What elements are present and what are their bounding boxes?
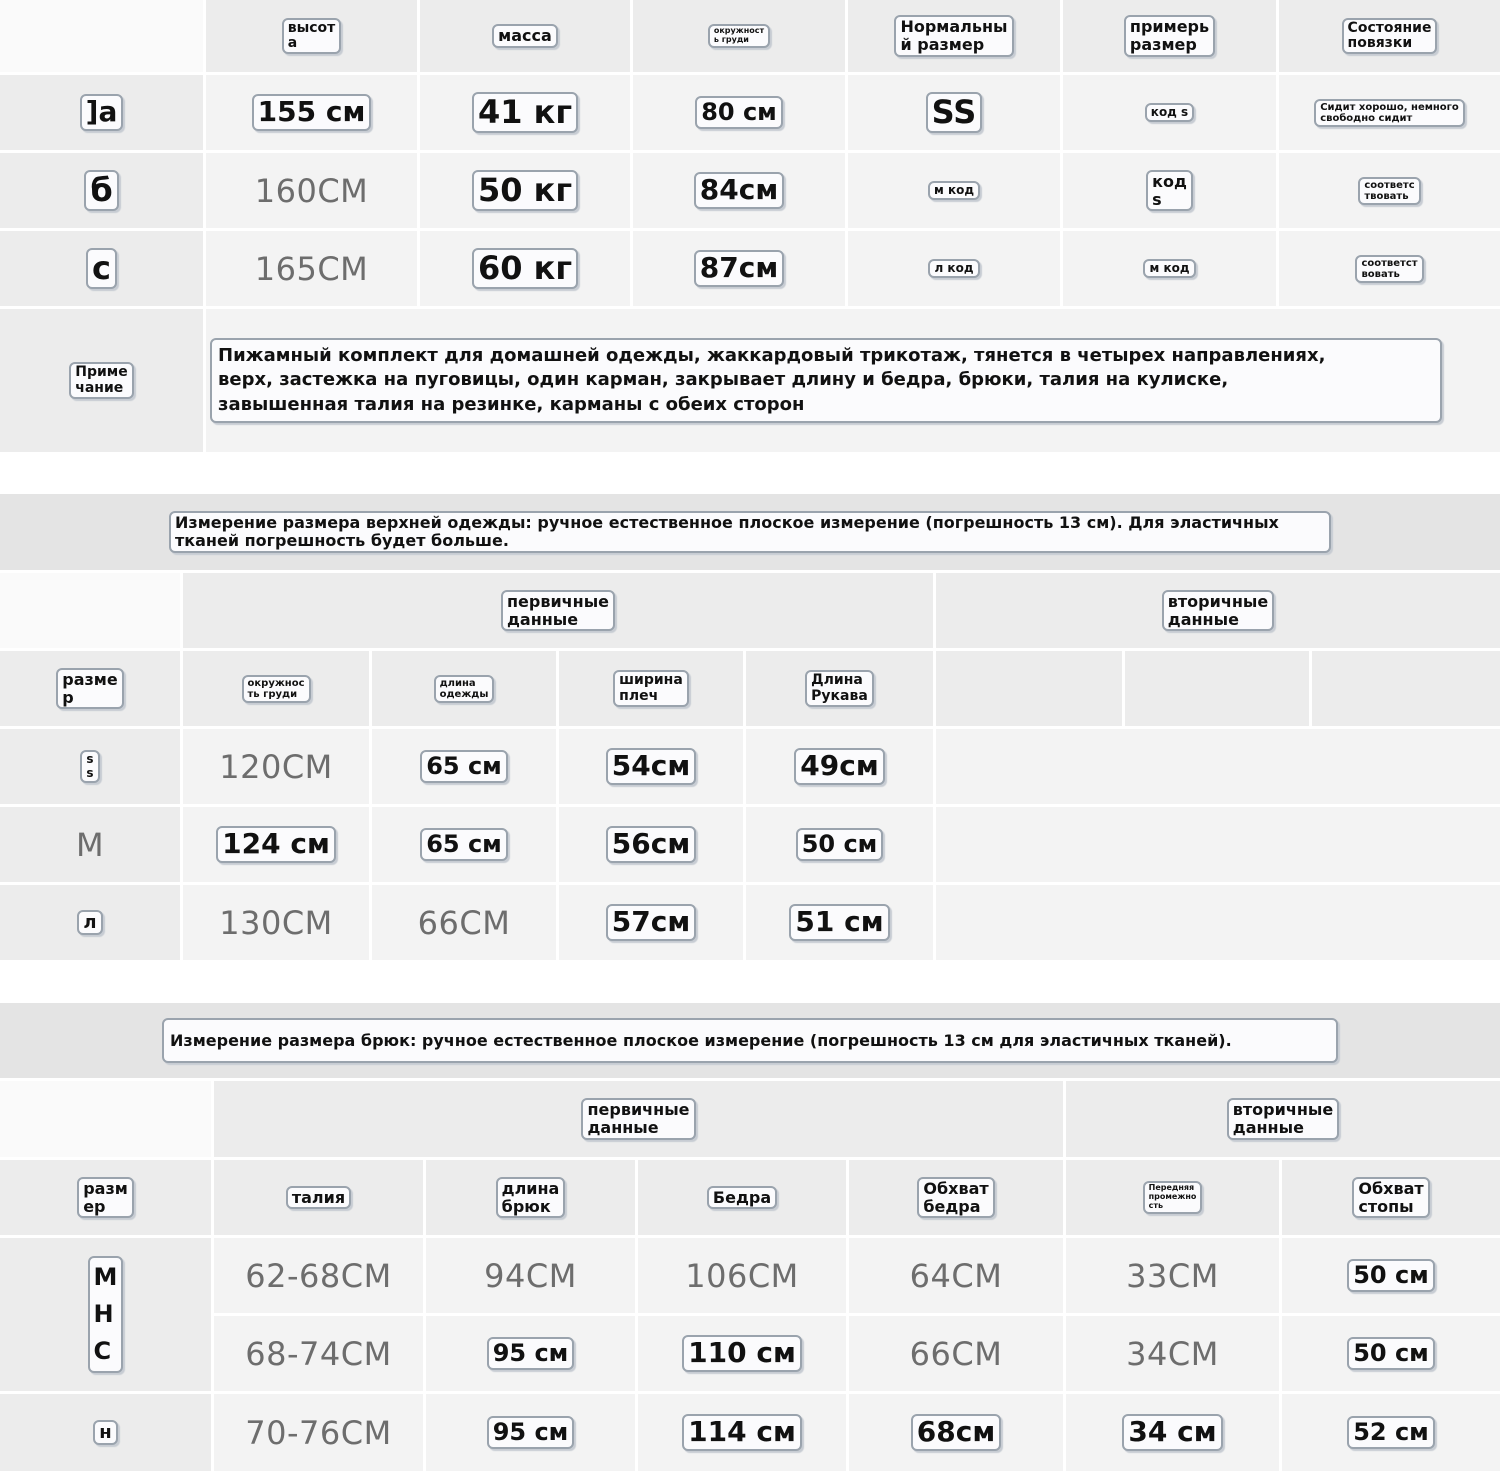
header-fitting-size: примерь размер bbox=[1124, 15, 1215, 56]
table-cell bbox=[1279, 75, 1500, 150]
cell-value: SS bbox=[926, 92, 983, 133]
cell-value: 160CM bbox=[254, 171, 369, 210]
row-label: s s bbox=[80, 750, 99, 782]
cell-value: 155 см bbox=[252, 94, 372, 131]
header-cell-empty bbox=[1125, 651, 1309, 726]
table-cell bbox=[559, 729, 743, 804]
table-cell bbox=[426, 1238, 635, 1313]
row-label: б bbox=[84, 170, 118, 211]
table-cell bbox=[372, 729, 556, 804]
row-label-cell bbox=[0, 729, 180, 804]
cell-value: 33CM bbox=[1126, 1256, 1219, 1295]
table-cell bbox=[206, 231, 417, 306]
row-label: M bbox=[75, 825, 105, 864]
table-cell bbox=[1063, 75, 1276, 150]
header-hips: Бедра bbox=[707, 1186, 777, 1210]
header-cell bbox=[633, 0, 845, 72]
row-label-cell bbox=[0, 75, 203, 150]
table-cell bbox=[1066, 1238, 1279, 1313]
group-primary-label: первичные данные bbox=[581, 1098, 695, 1139]
table-cell bbox=[183, 885, 369, 960]
cell-value: 95 см bbox=[487, 1337, 575, 1369]
cell-value: 54см bbox=[606, 748, 696, 785]
row-label: с bbox=[86, 248, 117, 289]
table-cell bbox=[183, 807, 369, 882]
cell-value: 87см bbox=[694, 250, 784, 287]
table-cell bbox=[849, 1238, 1063, 1313]
table-cell bbox=[746, 729, 933, 804]
caption-cell bbox=[0, 494, 1500, 570]
cell-value: 106CM bbox=[685, 1256, 799, 1295]
note-label-cell bbox=[0, 309, 203, 452]
group-primary-label: первичные данные bbox=[501, 590, 615, 631]
table-cell bbox=[848, 231, 1060, 306]
note-text: Пижамный комплект для домашней одежды, жаккардовый трикотаж, тянется в четырех направлениях, верх, застежка на пуговицы, один карман, закрывает длину и бедра, брюки, талия на кулиске, завышенная талия на резинке, карманы с обеих сторон bbox=[210, 338, 1442, 423]
cell-value: 57см bbox=[606, 904, 696, 941]
size-header: разме р bbox=[56, 668, 123, 709]
size-header: разм ер bbox=[77, 1177, 134, 1218]
size-header-cell bbox=[0, 651, 180, 726]
table-cell-empty bbox=[936, 885, 1500, 960]
table-cell-empty bbox=[936, 729, 1500, 804]
top-caption: Измерение размера верхней одежды: ручное естественное плоское измерение (погрешность 13 см). Для эластичных тканей погрешность будет больше. bbox=[169, 511, 1331, 552]
table-cell bbox=[214, 1238, 423, 1313]
table-cell bbox=[206, 75, 417, 150]
size-header-cell bbox=[0, 1160, 211, 1235]
header-cell bbox=[214, 1160, 423, 1235]
table-cell bbox=[746, 807, 933, 882]
table-cell bbox=[1063, 231, 1276, 306]
header-height: высот а bbox=[282, 18, 342, 55]
table-cell bbox=[849, 1316, 1063, 1391]
row-label-cell bbox=[0, 807, 180, 882]
cell-value: 84см bbox=[694, 172, 784, 209]
row-label-cell bbox=[0, 153, 203, 228]
note-cell bbox=[206, 309, 1500, 452]
row-label: н bbox=[93, 1420, 117, 1446]
cell-value: 65 см bbox=[420, 750, 508, 782]
table-cell bbox=[1066, 1394, 1279, 1471]
cell-value: 114 см bbox=[682, 1414, 802, 1451]
header-chest: окружност ь груди bbox=[708, 24, 770, 48]
header-weight: масса bbox=[492, 24, 558, 48]
row-label-cell bbox=[0, 885, 180, 960]
header-cell bbox=[206, 0, 417, 72]
corner-cell bbox=[0, 1081, 211, 1157]
header-cell-empty bbox=[936, 651, 1122, 726]
group-secondary-label: вторичные данные bbox=[1162, 590, 1274, 631]
table-cell bbox=[372, 807, 556, 882]
cell-value: 130CM bbox=[219, 903, 333, 942]
header-cell bbox=[420, 0, 630, 72]
header-chest: окружнос ть груди bbox=[242, 675, 311, 703]
header-cell bbox=[559, 651, 743, 726]
table-cell bbox=[426, 1316, 635, 1391]
group-secondary-label: вторичные данные bbox=[1227, 1098, 1339, 1139]
table-cell bbox=[633, 75, 845, 150]
cell-value: 68-74CM bbox=[245, 1334, 392, 1373]
table-cell bbox=[633, 153, 845, 228]
row-label-cell bbox=[0, 231, 203, 306]
table-cell bbox=[1282, 1394, 1500, 1471]
cell-value: л код bbox=[928, 259, 979, 278]
cell-value: 52 см bbox=[1347, 1416, 1435, 1448]
header-fit-state: Состояние повязки bbox=[1342, 18, 1438, 55]
table-cell bbox=[1063, 153, 1276, 228]
cell-value: 56см bbox=[606, 826, 696, 863]
table-cell bbox=[372, 885, 556, 960]
table-cell bbox=[426, 1394, 635, 1471]
cell-value: 49см bbox=[794, 748, 884, 785]
header-thigh: Обхват бедра bbox=[917, 1177, 994, 1218]
cell-value: 60 кг bbox=[472, 248, 578, 289]
row-label: ]а bbox=[80, 94, 124, 131]
header-garment-length: длина одежды bbox=[434, 675, 495, 703]
cell-value: соответс твовать bbox=[1358, 177, 1420, 205]
cell-value: 41 кг bbox=[472, 92, 578, 133]
cell-value: 64CM bbox=[909, 1256, 1003, 1295]
cell-value: 124 см bbox=[216, 826, 336, 863]
cell-value: 68см bbox=[911, 1414, 1001, 1451]
cell-value: Сидит хорошо, немного свободно сидит bbox=[1314, 99, 1465, 127]
table-cell bbox=[206, 153, 417, 228]
note-label: Приме чание bbox=[69, 362, 134, 399]
cell-value: 65 см bbox=[420, 828, 508, 860]
table-cell bbox=[1279, 153, 1500, 228]
cell-value: 62-68CM bbox=[245, 1256, 392, 1295]
table-cell bbox=[214, 1394, 423, 1471]
corner-cell bbox=[0, 573, 180, 648]
row-label: л bbox=[77, 910, 102, 936]
header-cell bbox=[372, 651, 556, 726]
table-cell bbox=[559, 885, 743, 960]
cell-value: 165CM bbox=[254, 249, 369, 288]
header-normal-size: Нормальны й размер bbox=[894, 15, 1013, 56]
group-header-secondary bbox=[936, 573, 1500, 648]
row-label-cell bbox=[0, 1394, 211, 1471]
cell-value: соответст вовать bbox=[1355, 255, 1423, 283]
header-cell bbox=[183, 651, 369, 726]
table-cell bbox=[559, 807, 743, 882]
cell-value: 94CM bbox=[484, 1256, 577, 1295]
caption-cell bbox=[0, 1003, 1500, 1078]
pants-caption: Измерение размера брюк: ручное естественное плоское измерение (погрешность 13 см для эластичных тканей). bbox=[162, 1018, 1338, 1064]
table-cell bbox=[633, 231, 845, 306]
table-cell bbox=[1279, 231, 1500, 306]
header-cell bbox=[1066, 1160, 1279, 1235]
header-pants-length: длина брюк bbox=[496, 1177, 566, 1218]
header-front-rise: Передняя промежно сть bbox=[1143, 1181, 1203, 1213]
cell-value: 110 см bbox=[682, 1335, 802, 1372]
header-cell-empty bbox=[1312, 651, 1500, 726]
cell-value: 120CM bbox=[219, 747, 333, 786]
header-cell bbox=[1282, 1160, 1500, 1235]
table-cell bbox=[638, 1394, 846, 1471]
group-header-primary bbox=[214, 1081, 1063, 1157]
table-cell bbox=[1282, 1316, 1500, 1391]
header-cell bbox=[638, 1160, 846, 1235]
header-waist: талия bbox=[286, 1186, 351, 1210]
table-cell bbox=[420, 231, 630, 306]
cell-value: 95 см bbox=[487, 1416, 575, 1448]
merged-row-label-cell bbox=[0, 1238, 211, 1391]
table-cell bbox=[214, 1316, 423, 1391]
table-cell bbox=[848, 153, 1060, 228]
table-cell bbox=[1066, 1316, 1279, 1391]
cell-value: м код bbox=[1143, 259, 1195, 278]
cell-value: 66CM bbox=[909, 1334, 1003, 1373]
merged-row-label: М Н С bbox=[88, 1256, 124, 1374]
header-foot: Обхват стопы bbox=[1352, 1177, 1429, 1218]
table-cell-empty bbox=[936, 807, 1500, 882]
group-header-secondary bbox=[1066, 1081, 1500, 1157]
table-cell bbox=[183, 729, 369, 804]
cell-value: м код bbox=[928, 181, 980, 200]
group-header-primary bbox=[183, 573, 933, 648]
table-cell bbox=[1282, 1238, 1500, 1313]
cell-value: код s bbox=[1146, 170, 1193, 211]
table-cell bbox=[746, 885, 933, 960]
header-cell bbox=[1279, 0, 1500, 72]
header-cell bbox=[848, 0, 1060, 72]
cell-value: 50 кг bbox=[472, 170, 578, 211]
cell-value: 66CM bbox=[417, 903, 511, 942]
cell-value: 51 см bbox=[789, 904, 889, 941]
cell-value: код s bbox=[1145, 103, 1194, 122]
header-shoulder-width: ширина плеч bbox=[613, 670, 689, 707]
header-cell bbox=[849, 1160, 1063, 1235]
cell-value: 80 см bbox=[695, 96, 783, 128]
cell-value: 50 см bbox=[796, 828, 884, 860]
table-cell bbox=[638, 1238, 846, 1313]
table-cell bbox=[848, 75, 1060, 150]
cell-value: 34CM bbox=[1126, 1334, 1219, 1373]
header-cell bbox=[1063, 0, 1276, 72]
header-cell bbox=[426, 1160, 635, 1235]
table-cell bbox=[420, 153, 630, 228]
header-sleeve-length: Длина Рукава bbox=[805, 670, 874, 707]
cell-value: 34 см bbox=[1122, 1414, 1222, 1451]
cell-value: 70-76CM bbox=[245, 1413, 392, 1452]
header-cell bbox=[746, 651, 933, 726]
cell-value: 50 см bbox=[1347, 1337, 1435, 1369]
table-cell bbox=[849, 1394, 1063, 1471]
corner-cell bbox=[0, 0, 203, 72]
table-cell bbox=[420, 75, 630, 150]
table-cell bbox=[638, 1316, 846, 1391]
cell-value: 50 см bbox=[1347, 1259, 1435, 1291]
